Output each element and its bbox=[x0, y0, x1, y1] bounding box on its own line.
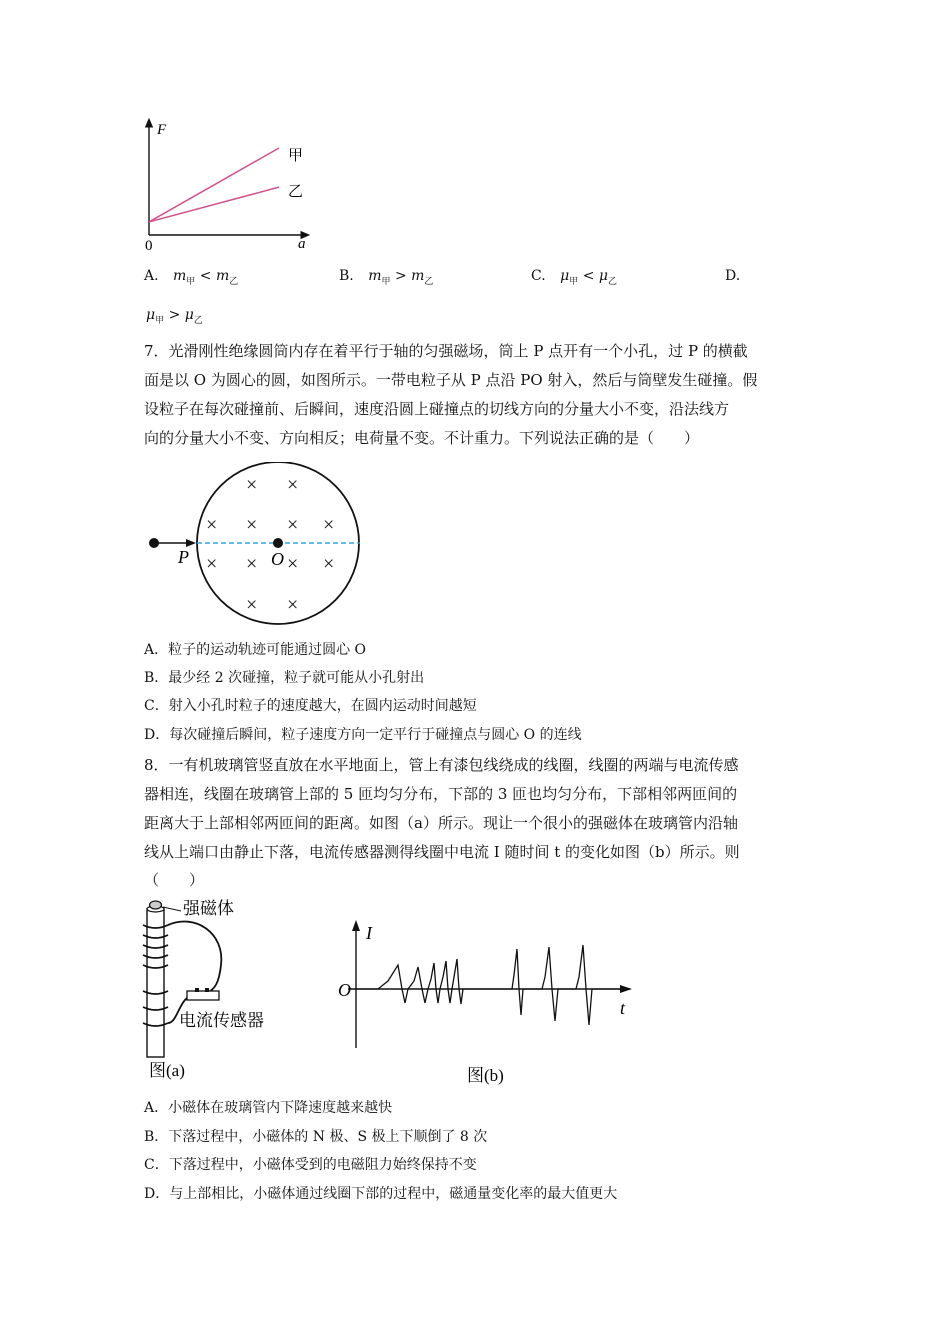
q8-stem-line-5: （ ） bbox=[144, 871, 205, 889]
q6-option-c[interactable]: C. $\mu_甲 < \mu_乙$ bbox=[531, 268, 618, 287]
y-axis-label: F bbox=[157, 122, 167, 138]
q8-stem-line-1: 8．一有机玻璃管竖直放在水平地面上，管上有漆包线绕成的线圈，线圈的两端与电流传感 bbox=[144, 756, 739, 774]
current-waveform bbox=[356, 945, 630, 1025]
charged-particle bbox=[149, 538, 159, 548]
svg-text:×: × bbox=[246, 594, 258, 616]
glass-tube bbox=[147, 909, 164, 1057]
origin-label: 0 bbox=[145, 238, 153, 254]
svg-text:×: × bbox=[287, 514, 299, 536]
q8-stem-line-4: 线从上端口由静止下落，电流传感器测得线圈中电流 I 随时间 t 的变化如图（b）所示。则 bbox=[144, 843, 740, 861]
q6-option-d[interactable]: $\mu_甲 > \mu_乙$ bbox=[146, 307, 203, 326]
q8-figure-b-current-graph bbox=[330, 915, 640, 1090]
magnet-label: 强磁体 bbox=[183, 899, 234, 918]
center-point bbox=[273, 538, 283, 548]
series-line-jia bbox=[149, 148, 279, 222]
svg-text:×: × bbox=[323, 553, 335, 575]
svg-text:×: × bbox=[206, 514, 218, 536]
q7-option-a[interactable]: A．粒子的运动轨迹可能通过圆心 O bbox=[144, 642, 367, 658]
q7-stem-line-4: 向的分量大小不变、方向相反；电荷量不变。不计重力。下列说法正确的是（ ） bbox=[144, 429, 700, 447]
point-p-label: P bbox=[178, 547, 189, 567]
svg-text:×: × bbox=[246, 553, 258, 575]
q8-figure-a bbox=[135, 893, 305, 1088]
q7-option-d[interactable]: D．每次碰撞后瞬间，粒子速度方向一定平行于碰撞点与圆心 O 的连线 bbox=[144, 727, 582, 743]
svg-text:×: × bbox=[246, 474, 258, 496]
i-axis-label: I bbox=[366, 923, 372, 943]
sensor-label: 电流传感器 bbox=[179, 1011, 264, 1030]
current-sensor-device bbox=[187, 991, 219, 1000]
series-line-yi bbox=[149, 187, 279, 222]
q6-option-d-label[interactable]: D. bbox=[725, 268, 741, 284]
q7-option-c[interactable]: C．射入小孔时粒子的速度越大，在圆内运动时间越短 bbox=[144, 698, 477, 714]
svg-text:×: × bbox=[287, 553, 299, 575]
svg-text:×: × bbox=[246, 514, 258, 536]
q8-stem-line-2: 器相连，线圈在玻璃管上部的 5 匝均匀分布，下部的 3 匝也均匀分布，下部相邻两匝间的 bbox=[144, 785, 738, 803]
q7-option-b[interactable]: B．最少经 2 次碰撞，粒子就可能从小孔射出 bbox=[144, 670, 425, 686]
q7-stem-line-3: 设粒子在每次碰撞前、后瞬间，速度沿圆上碰撞点的切线方向的分量大小不变，沿法线方 bbox=[144, 400, 730, 418]
series-label-jia: 甲 bbox=[288, 148, 304, 164]
figure-a-caption: 图(a) bbox=[149, 1061, 185, 1080]
q6-option-b[interactable]: B. $m_甲 > m_乙$ bbox=[339, 268, 434, 287]
q8-option-a[interactable]: A．小磁体在玻璃管内下降速度越来越快 bbox=[144, 1100, 393, 1116]
q8-option-d[interactable]: D．与上部相比，小磁体通过线圈下部的过程中，磁通量变化率的最大值更大 bbox=[144, 1186, 618, 1202]
force-acceleration-graph bbox=[140, 112, 320, 254]
q6-option-a[interactable]: A. $m_甲 < m_乙$ bbox=[144, 268, 239, 287]
center-o-label: O bbox=[271, 549, 284, 569]
q7-stem-line-1: 7．光滑刚性绝缘圆筒内存在着平行于轴的匀强磁场，筒上 P 点开有一个小孔，过 P 的横截 bbox=[144, 342, 748, 360]
origin-o-label: O bbox=[338, 980, 351, 1000]
svg-text:×: × bbox=[323, 514, 335, 536]
svg-text:×: × bbox=[287, 594, 299, 616]
svg-text:×: × bbox=[287, 474, 299, 496]
q8-option-c[interactable]: C．下落过程中，小磁体受到的电磁阻力始终保持不变 bbox=[144, 1157, 477, 1173]
t-axis-label: t bbox=[620, 998, 626, 1018]
q7-stem-line-2: 面是以 O 为圆心的圆，如图所示。一带电粒子从 P 点沿 PO 射入，然后与筒壁发生碰撞。假 bbox=[144, 371, 758, 389]
svg-text:×: × bbox=[206, 553, 218, 575]
q8-stem-line-3: 距离大于上部相邻两匝间的距离。如图（a）所示。现让一个很小的强磁体在玻璃管内沿轴 bbox=[144, 814, 738, 832]
magnetic-field-marks bbox=[206, 474, 334, 616]
x-axis-label: a bbox=[298, 236, 306, 252]
q7-cylinder-figure bbox=[140, 462, 380, 632]
strong-magnet bbox=[150, 901, 162, 909]
series-label-yi: 乙 bbox=[288, 184, 304, 200]
q8-option-b[interactable]: B．下落过程中，小磁体的 N 极、S 极上下顺倒了 8 次 bbox=[144, 1129, 488, 1145]
figure-b-caption: 图(b) bbox=[467, 1066, 504, 1085]
